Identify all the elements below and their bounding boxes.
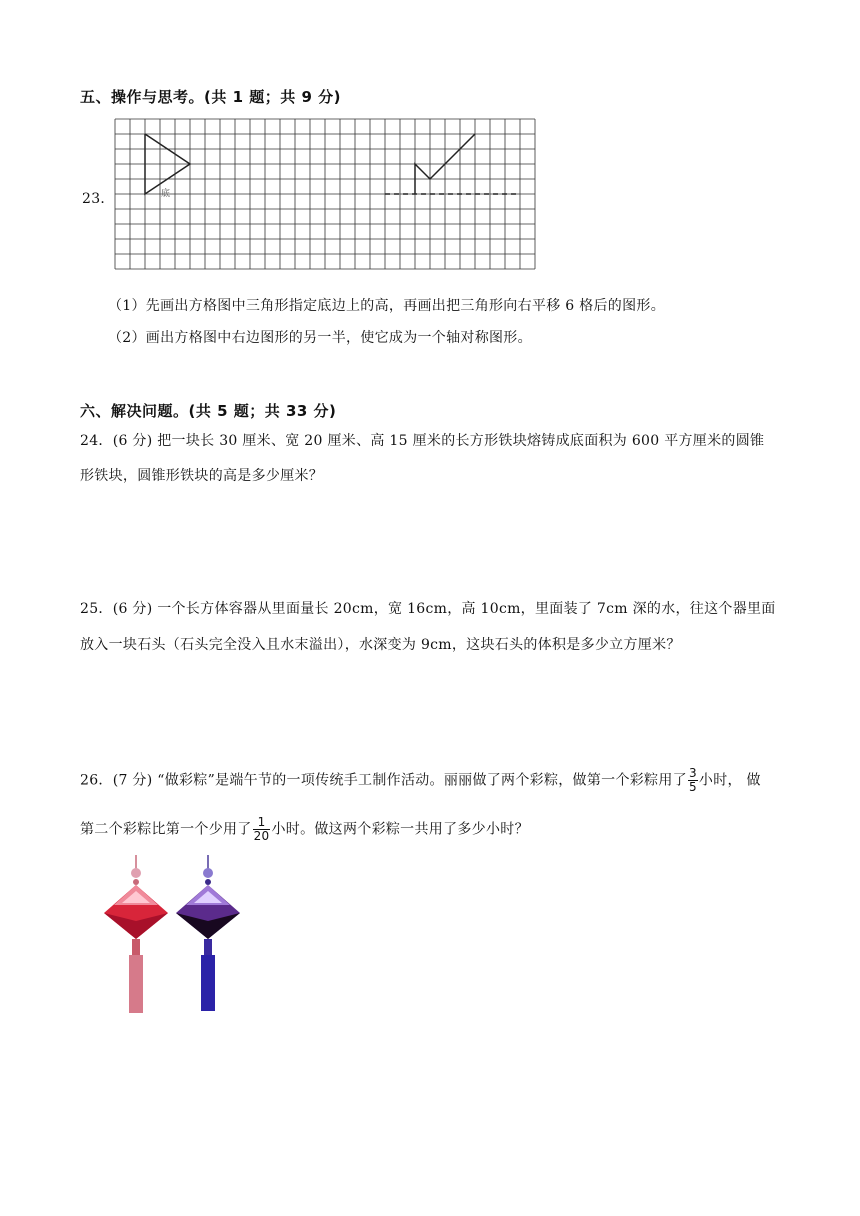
fraction-denominator: 20	[253, 829, 270, 843]
grid-figure	[112, 117, 538, 273]
section-6-title: 六、解决问题。(共 5 题；共 33 分)	[80, 402, 337, 420]
zongzi-picture	[100, 855, 250, 1017]
question-25-line-2: 放入一块石头（石头完全没入且水末溢出），水深变为 9cm，这块石头的体积是多少立方厘米？	[80, 637, 681, 653]
question-26-text-1a: 26．(7 分) “做彩粽”是端午节的一项传统手工制作活动。丽丽做了两个彩粽，做第一个彩粽用了	[80, 772, 687, 789]
question-23-part-1: （1）先画出方格图中三角形指定底边上的高，再画出把三角形向右平移 6 格后的图形。	[108, 298, 666, 314]
fraction-denominator: 5	[688, 780, 697, 794]
question-26-text-1b: 小时， 做	[698, 772, 761, 789]
base-label: 底	[161, 189, 171, 199]
question-24-line-1: 24．(6 分) 把一块长 30 厘米、宽 20 厘米、高 15 厘米的长方形铁块熔铸成底面积为 600 平方厘米的圆锥	[80, 433, 765, 449]
square-grid	[115, 119, 535, 269]
fraction-numerator: 1	[253, 816, 271, 830]
fraction-numerator: 3	[688, 766, 697, 780]
fraction-one-twentieth	[253, 816, 271, 843]
red-zongzi-image	[104, 855, 168, 1013]
question-26-line-2	[80, 816, 529, 843]
purple-zongzi-image	[176, 855, 240, 1011]
question-24-line-2: 形铁块，圆锥形铁块的高是多少厘米？	[80, 468, 324, 484]
question-23-part-2: （2）画出方格图中右边图形的另一半，使它成为一个轴对称图形。	[108, 330, 532, 346]
question-26-line-1	[80, 767, 761, 794]
section-5-title: 五、操作与思考。(共 1 题；共 9 分)	[80, 88, 341, 106]
question-26-text-2a: 第二个彩粽比第一个少用了	[80, 821, 252, 838]
question-23-number: 23．	[82, 191, 115, 207]
fraction-three-fifths	[688, 767, 698, 794]
question-26-text-2b: 小时。做这两个彩粽一共用了多少小时？	[271, 821, 529, 838]
question-25-line-1: 25．(6 分) 一个长方体容器从里面量长 20cm，宽 16cm，高 10cm，里面装了 7cm 深的水，往这个器里面	[80, 601, 776, 617]
